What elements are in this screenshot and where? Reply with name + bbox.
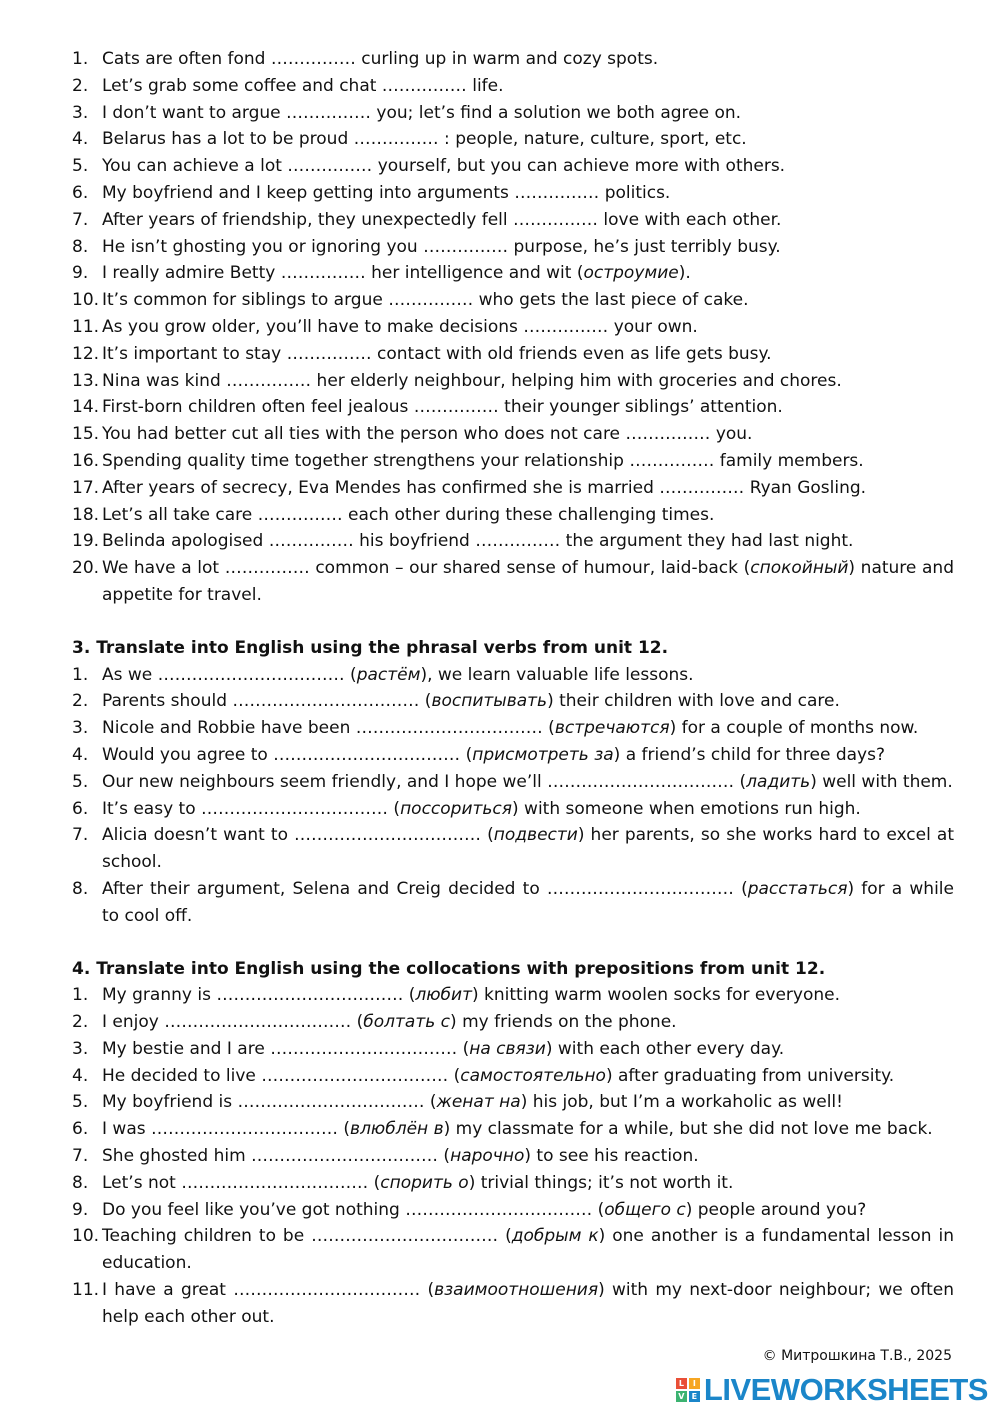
item-text xyxy=(102,555,954,609)
list-item xyxy=(72,341,954,368)
item-text xyxy=(102,394,954,421)
russian-hint: общего с xyxy=(604,1199,686,1220)
text-segment: It’s common for siblings to argue …………… who gets the last piece of cake. xyxy=(102,290,749,311)
text-segment: ) knitting warm woolen socks for everyone. xyxy=(472,985,840,1006)
item-number: 12. xyxy=(72,343,100,364)
text-segment: After their argument, Selena and Creig decided to …………………………… ( xyxy=(102,878,748,899)
item-text xyxy=(102,260,954,287)
item-number: 18. xyxy=(72,504,100,525)
list-item xyxy=(72,448,954,475)
item-number: 8. xyxy=(72,236,89,257)
item-text xyxy=(102,421,954,448)
list-item xyxy=(72,796,954,823)
list-item xyxy=(72,287,954,314)
exercise-4-list xyxy=(72,982,954,1330)
russian-hint: ладить xyxy=(746,771,811,792)
exercise-4-heading: 4. Translate into English using the collocations with prepositions from unit 12. xyxy=(72,958,826,979)
text-segment: Nicole and Robbie have been …………………………… ( xyxy=(102,718,555,739)
text-segment: ) trivial things; it’s not worth it. xyxy=(468,1172,734,1193)
liveworksheets-logo xyxy=(676,1372,988,1408)
text-segment: You had better cut all ties with the person who does not care …………… you. xyxy=(102,424,753,445)
text-segment: Belinda apologised …………… his boyfriend …………… the argument they had last night. xyxy=(102,531,854,552)
item-text xyxy=(102,153,954,180)
text-segment: Do you feel like you’ve got nothing …………………………… ( xyxy=(102,1199,605,1220)
text-segment: Teaching children to be …………………………… ( xyxy=(102,1226,512,1247)
item-number: 14. xyxy=(72,397,100,418)
text-segment: ) his job, but I’m a workaholic as well! xyxy=(520,1092,843,1113)
text-segment: I have a great …………………………… ( xyxy=(102,1280,435,1301)
item-text xyxy=(102,822,954,876)
russian-hint: поссориться xyxy=(400,798,513,819)
item-number: 9. xyxy=(72,263,89,284)
item-number: 13. xyxy=(72,370,100,391)
item-text xyxy=(102,662,954,689)
text-segment: I enjoy …………………………… ( xyxy=(102,1012,364,1033)
item-number: 3. xyxy=(72,718,89,739)
list-item xyxy=(72,662,954,689)
item-text xyxy=(102,796,954,823)
logo-tile: V xyxy=(676,1391,687,1402)
text-segment: I really admire Betty …………… her intelligence and wit ( xyxy=(102,263,584,284)
text-segment: Nina was kind …………… her elderly neighbour, helping him with groceries and chores. xyxy=(102,370,842,391)
item-number: 1. xyxy=(72,985,89,1006)
item-number: 20. xyxy=(72,558,100,579)
text-segment: ). xyxy=(678,263,691,284)
text-segment: ) nature and appetite for travel. xyxy=(102,558,954,605)
item-number: 3. xyxy=(72,102,89,123)
list-item xyxy=(72,1223,954,1277)
text-segment: Alicia doesn’t want to …………………………… ( xyxy=(102,825,494,846)
text-segment: My bestie and I are …………………………… ( xyxy=(102,1038,470,1059)
list-item xyxy=(72,688,954,715)
text-segment: ) for a couple of months now. xyxy=(669,718,919,739)
list-item xyxy=(72,46,954,73)
list-item xyxy=(72,1116,954,1143)
list-item xyxy=(72,73,954,100)
item-number: 4. xyxy=(72,744,89,765)
russian-hint: присмотреть за xyxy=(472,744,614,765)
text-segment: Let’s all take care …………… each other during these challenging times. xyxy=(102,504,715,525)
text-segment: She ghosted him …………………………… ( xyxy=(102,1146,451,1167)
item-number: 4. xyxy=(72,1065,89,1086)
list-item xyxy=(72,394,954,421)
text-segment: ) to see his reaction. xyxy=(524,1146,699,1167)
item-number: 10. xyxy=(72,1226,100,1247)
text-segment: He decided to live …………………………… ( xyxy=(102,1065,461,1086)
item-number: 3. xyxy=(72,1038,89,1059)
item-text xyxy=(102,1197,954,1224)
russian-hint: любит xyxy=(415,985,472,1006)
item-number: 16. xyxy=(72,450,100,471)
text-segment: ) after graduating from university. xyxy=(605,1065,895,1086)
text-segment: First-born children often feel jealous …………… their younger siblings’ attention. xyxy=(102,397,783,418)
item-text xyxy=(102,742,954,769)
item-number: 5. xyxy=(72,771,89,792)
list-item xyxy=(72,1063,954,1090)
text-segment: ) with someone when emotions run high. xyxy=(512,798,861,819)
list-item xyxy=(72,126,954,153)
text-segment: ) their children with love and care. xyxy=(547,691,840,712)
item-text xyxy=(102,528,954,555)
list-item xyxy=(72,1197,954,1224)
text-segment: ) a friend’s child for three days? xyxy=(613,744,885,765)
item-text xyxy=(102,1036,954,1063)
list-item xyxy=(72,234,954,261)
item-text xyxy=(102,502,954,529)
list-item xyxy=(72,1143,954,1170)
item-text xyxy=(102,46,954,73)
item-number: 10. xyxy=(72,290,100,311)
item-number: 6. xyxy=(72,1119,89,1140)
item-number: 8. xyxy=(72,1172,89,1193)
text-segment: ) my classmate for a while, but she did not love me back. xyxy=(443,1119,933,1140)
item-number: 7. xyxy=(72,1146,89,1167)
russian-hint: спорить о xyxy=(380,1172,469,1193)
item-number: 19. xyxy=(72,531,100,552)
list-item xyxy=(72,982,954,1009)
russian-hint: встречаются xyxy=(554,718,670,739)
item-text xyxy=(102,1089,954,1116)
list-item xyxy=(72,876,954,930)
list-item xyxy=(72,502,954,529)
text-segment: Spending quality time together strengthens your relationship …………… family members. xyxy=(102,450,864,471)
text-segment: ) her parents, so she works hard to excel at school. xyxy=(102,825,954,873)
item-number: 5. xyxy=(72,156,89,177)
text-segment: It’s important to stay …………… contact with old friends even as life gets busy. xyxy=(102,343,772,364)
text-segment: Let’s not …………………………… ( xyxy=(102,1172,381,1193)
text-segment: I was …………………………… ( xyxy=(102,1119,351,1140)
exercise-2-list xyxy=(72,46,954,609)
text-segment: I don’t want to argue …………… you; let’s find a solution we both agree on. xyxy=(102,102,742,123)
text-segment: My boyfriend is …………………………… ( xyxy=(102,1092,437,1113)
text-segment: ) one another is a fundamental lesson in education. xyxy=(102,1226,954,1274)
item-number: 1. xyxy=(72,664,89,685)
russian-hint: самостоятельно xyxy=(460,1065,606,1086)
list-item xyxy=(72,769,954,796)
item-text xyxy=(102,1223,954,1277)
text-segment: ), we learn valuable life lessons. xyxy=(420,664,694,685)
item-text xyxy=(102,207,954,234)
text-segment: ) for a while to cool off. xyxy=(102,878,954,926)
text-segment: Let’s grab some coffee and chat …………… life. xyxy=(102,75,504,96)
item-text xyxy=(102,180,954,207)
text-segment: ) well with them. xyxy=(810,771,953,792)
logo-tile: E xyxy=(689,1391,700,1402)
item-text xyxy=(102,1063,954,1090)
item-number: 2. xyxy=(72,691,89,712)
item-text xyxy=(102,234,954,261)
russian-hint: влюблён в xyxy=(350,1119,444,1140)
logo-tile: L xyxy=(676,1378,687,1389)
text-segment: ) with my next-door neighbour; we often help each other out. xyxy=(102,1280,954,1327)
item-text xyxy=(102,126,954,153)
logo-tile: I xyxy=(689,1378,700,1389)
list-item xyxy=(72,1009,954,1036)
item-text xyxy=(102,475,954,502)
text-segment: ) with each other every day. xyxy=(545,1038,785,1059)
exercise-3-heading: 3. Translate into English using the phrasal verbs from unit 12. xyxy=(72,637,669,658)
list-item xyxy=(72,555,954,609)
russian-hint: женат на xyxy=(436,1092,521,1113)
item-number: 15. xyxy=(72,424,100,445)
item-number: 1. xyxy=(72,49,89,69)
list-item xyxy=(72,153,954,180)
text-segment: Parents should …………………………… ( xyxy=(102,691,432,712)
list-item xyxy=(72,100,954,127)
item-text xyxy=(102,1116,954,1143)
russian-hint: болтать с xyxy=(363,1012,451,1033)
item-text xyxy=(102,715,954,742)
text-segment: Cats are often fond …………… curling up in warm and cozy spots. xyxy=(102,49,659,69)
text-segment: Belarus has a lot to be proud …………… : people, nature, culture, sport, etc. xyxy=(102,129,747,150)
list-item xyxy=(72,421,954,448)
item-number: 2. xyxy=(72,1012,89,1033)
russian-hint: расстаться xyxy=(747,878,848,899)
exercise-3-list xyxy=(72,662,954,930)
item-text xyxy=(102,341,954,368)
text-segment: My granny is …………………………… ( xyxy=(102,985,416,1006)
text-segment: My boyfriend and I keep getting into arguments …………… politics. xyxy=(102,182,671,203)
item-number: 2. xyxy=(72,75,89,96)
list-item xyxy=(72,1170,954,1197)
list-item xyxy=(72,822,954,876)
list-item xyxy=(72,368,954,395)
list-item xyxy=(72,742,954,769)
item-text xyxy=(102,1143,954,1170)
list-item xyxy=(72,475,954,502)
item-number: 11. xyxy=(72,1280,100,1301)
item-text xyxy=(102,1170,954,1197)
list-item xyxy=(72,715,954,742)
item-number: 7. xyxy=(72,209,89,230)
logo-text: LIVEWORKSHEETS xyxy=(703,1372,988,1407)
text-segment: We have a lot …………… common – our shared sense of humour, laid-back ( xyxy=(102,558,751,579)
item-text xyxy=(102,769,954,796)
item-number: 4. xyxy=(72,129,89,150)
item-text xyxy=(102,368,954,395)
item-number: 11. xyxy=(72,316,100,337)
worksheet xyxy=(72,46,954,1331)
russian-hint: подвести xyxy=(493,825,578,846)
list-item xyxy=(72,528,954,555)
item-number: 6. xyxy=(72,798,89,819)
item-number: 6. xyxy=(72,182,89,203)
text-segment: Would you agree to …………………………… ( xyxy=(102,744,473,765)
russian-hint: воспитывать xyxy=(431,691,548,712)
item-number: 8. xyxy=(72,878,89,899)
item-text xyxy=(102,876,954,930)
item-text xyxy=(102,314,954,341)
item-text xyxy=(102,688,954,715)
item-number: 17. xyxy=(72,477,100,498)
list-item xyxy=(72,207,954,234)
text-segment: Our new neighbours seem friendly, and I hope we’ll …………………………… ( xyxy=(102,771,747,792)
item-text xyxy=(102,287,954,314)
text-segment: As we …………………………… ( xyxy=(102,664,357,685)
russian-hint: остроумие xyxy=(583,263,679,284)
russian-hint: взаимоотношения xyxy=(434,1280,599,1301)
item-number: 9. xyxy=(72,1199,89,1220)
russian-hint: нарочно xyxy=(450,1146,525,1167)
text-segment: ) people around you? xyxy=(685,1199,867,1220)
logo-icon xyxy=(676,1378,700,1402)
text-segment: He isn’t ghosting you or ignoring you …………… purpose, he’s just terribly busy. xyxy=(102,236,781,257)
text-segment: As you grow older, you’ll have to make decisions …………… your own. xyxy=(102,316,698,337)
item-number: 7. xyxy=(72,825,89,846)
list-item xyxy=(72,1036,954,1063)
item-text xyxy=(102,1009,954,1036)
text-segment: After years of secrecy, Eva Mendes has confirmed she is married …………… Ryan Gosling. xyxy=(102,477,867,498)
text-segment: You can achieve a lot …………… yourself, but you can achieve more with others. xyxy=(102,156,786,177)
item-text xyxy=(102,448,954,475)
russian-hint: растём xyxy=(356,664,421,685)
item-text xyxy=(102,100,954,127)
list-item xyxy=(72,180,954,207)
list-item xyxy=(72,1089,954,1116)
text-segment: ) my friends on the phone. xyxy=(450,1012,677,1033)
list-item xyxy=(72,314,954,341)
item-number: 5. xyxy=(72,1092,89,1113)
text-segment: After years of friendship, they unexpectedly fell …………… love with each other. xyxy=(102,209,782,230)
russian-hint: спокойный xyxy=(750,558,849,579)
item-text xyxy=(102,73,954,100)
russian-hint: добрым к xyxy=(511,1226,599,1247)
item-text xyxy=(102,982,954,1009)
copyright: © Митрошкина Т.В., 2025 xyxy=(762,1348,952,1364)
list-item xyxy=(72,260,954,287)
list-item xyxy=(72,1277,954,1331)
text-segment: It’s easy to …………………………… ( xyxy=(102,798,401,819)
russian-hint: на связи xyxy=(469,1038,546,1059)
item-text xyxy=(102,1277,954,1331)
